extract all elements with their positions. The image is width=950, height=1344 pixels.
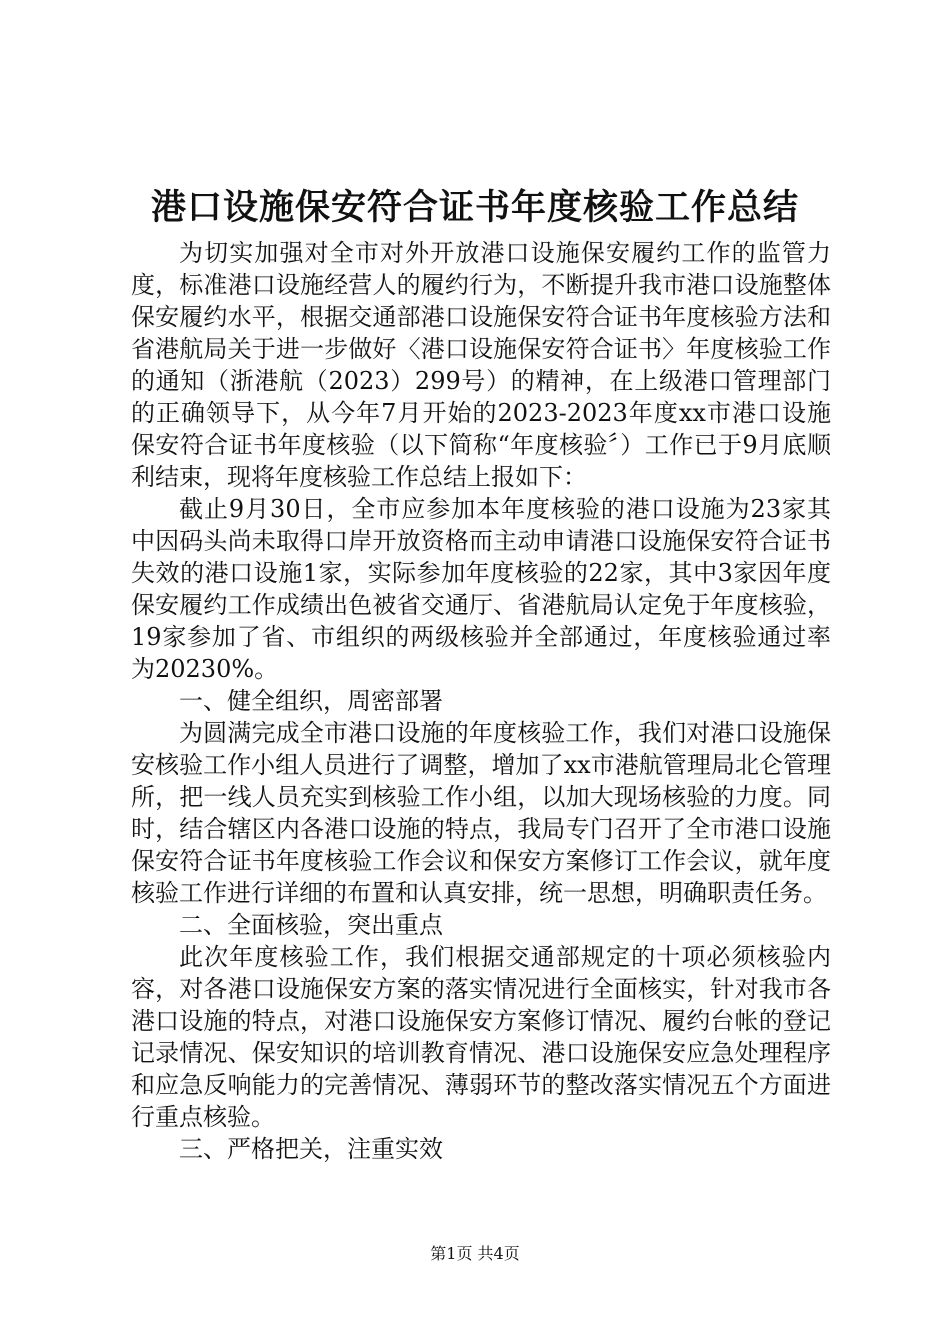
statistics-paragraph: 截止9月30日，全市应参加本年度核验的港口设施为23家其中因码头尚未取得口岸开放资格而主动申请港口设施保安符合证书失效的港口设施1家，实际参加年度核验的22家，其中3家因年度保安履约工作成绩出色被省交通厅、省港航局认定免于年度核验，19家参加了省、市组织的两级核验并全部通过，年度核验通过率为20230%。 [131, 495, 831, 683]
document-body [131, 237, 831, 1165]
section-2-heading: 二、全面核验，突出重点 [179, 911, 443, 939]
section-1-heading: 一、健全组织，周密部署 [179, 687, 443, 715]
section-2-text: 此次年度核验工作，我们根据交通部规定的十项必须核验内容，对各港口设施保安方案的落实情况进行全面核实，针对我市各港口设施的特点，对港口设施保安方案修订情况、履约台帐的登记记录情况、保安知识的培训教育情况、港口设施保安应急处理程序和应急反响能力的完善情况、薄弱环节的整改落实情况五个方面进行重点核验。 [131, 943, 831, 1131]
document-title: 港口设施保安符合证书年度核验工作总结 [150, 187, 799, 228]
intro-paragraph: 为切实加强对全市对外开放港口设施保安履约工作的监管力度，标准港口设施经营人的履约行为，不断提升我市港口设施整体保安履约水平，根据交通部港口设施保安符合证书年度核验方法和省港航局关于进一步做好〈港口设施保安符合证书〉年度核验工作的通知（浙港航（2023）299号）的精神，在上级港口管理部门的正确领导下，从今年7月开始的2023-2023年度xx市港口设施保安符合证书年度核验（以下简称“年度核验〞）工作已于9月底顺利结束，现将年度核验工作总结上报如下： [131, 239, 831, 491]
section-1-text: 为圆满完成全市港口设施的年度核验工作，我们对港口设施保安核验工作小组人员进行了调整，增加了xx市港航管理局北仑管理所，把一线人员充实到核验工作小组，以加大现场核验的力度。同时，结合辖区内各港口设施的特点，我局专门召开了全市港口设施保安符合证书年度核验工作会议和保安方案修订工作会议，就年度核验工作进行详细的布置和认真安排，统一思想，明确职责任务。 [131, 719, 831, 907]
page-footer: 第1页 共4页 [430, 1244, 520, 1263]
section-3-heading: 三、严格把关，注重实效 [179, 1135, 443, 1163]
